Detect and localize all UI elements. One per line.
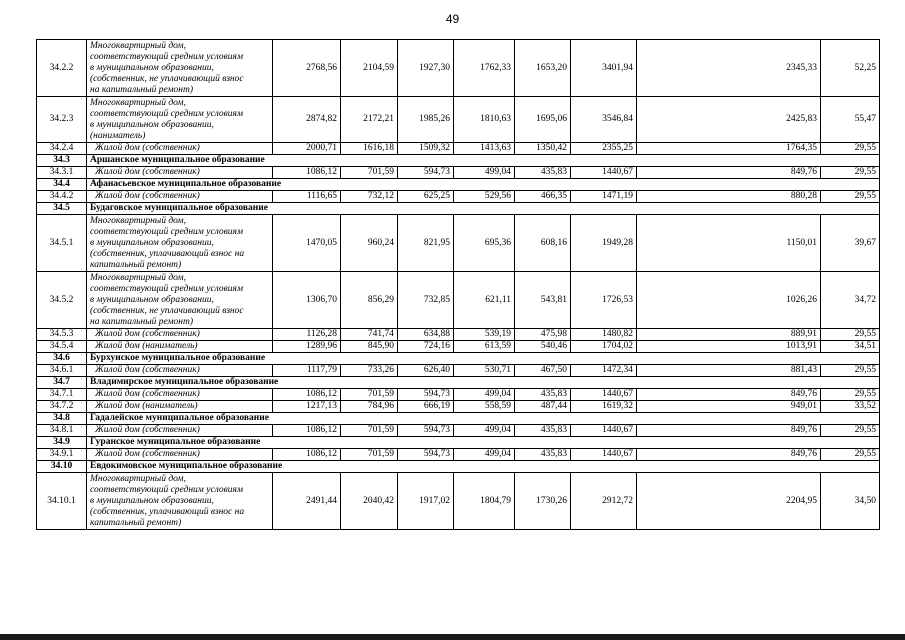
row-code: 34.2.4 xyxy=(37,143,87,155)
description-line: (наниматель) xyxy=(90,130,146,141)
table-row xyxy=(37,449,880,461)
row-description xyxy=(87,389,273,401)
description-line: в муниципальном образовании, xyxy=(90,495,214,506)
description-line: Жилой дом (собственник) xyxy=(95,425,200,435)
value-cell: 55,47 xyxy=(821,97,880,143)
description-line: в муниципальном образовании, xyxy=(90,294,214,305)
section-code: 34.9 xyxy=(37,437,87,449)
row-description xyxy=(87,401,273,413)
table-row xyxy=(37,473,880,530)
row-code: 34.10.1 xyxy=(37,473,87,530)
value-cell: 499,04 xyxy=(454,425,515,437)
row-code: 34.6.1 xyxy=(37,365,87,377)
description-line: соответствующий средним условиям xyxy=(90,51,244,62)
value-cell: 33,52 xyxy=(821,401,880,413)
value-cell: 435,83 xyxy=(515,167,571,179)
value-cell: 1440,67 xyxy=(571,449,637,461)
description-line: Многоквартирный дом, xyxy=(90,272,186,283)
table-row xyxy=(37,389,880,401)
value-cell: 1695,06 xyxy=(515,97,571,143)
table-row xyxy=(37,401,880,413)
row-code: 34.4.2 xyxy=(37,191,87,203)
table-row xyxy=(37,40,880,97)
value-cell: 594,73 xyxy=(398,389,454,401)
row-code: 34.7.1 xyxy=(37,389,87,401)
value-cell: 2040,42 xyxy=(341,473,398,530)
value-cell: 701,59 xyxy=(341,389,398,401)
value-cell: 1509,32 xyxy=(398,143,454,155)
section-title: Владимирское муниципальное образование xyxy=(87,377,880,389)
value-cell: 2491,44 xyxy=(273,473,341,530)
value-cell: 2104,59 xyxy=(341,40,398,97)
value-cell: 666,19 xyxy=(398,401,454,413)
row-description xyxy=(87,40,273,97)
table-row xyxy=(37,97,880,143)
value-cell: 634,88 xyxy=(398,329,454,341)
row-code: 34.2.2 xyxy=(37,40,87,97)
value-cell: 2874,82 xyxy=(273,97,341,143)
description-line: (собственник, уплачивающий взнос на xyxy=(90,248,245,259)
description-line: (собственник, не уплачивающий взнос xyxy=(90,305,244,316)
row-code: 34.7.2 xyxy=(37,401,87,413)
value-cell: 1480,82 xyxy=(571,329,637,341)
value-cell: 1350,42 xyxy=(515,143,571,155)
value-cell: 499,04 xyxy=(454,449,515,461)
row-description xyxy=(87,473,273,530)
value-cell: 1927,30 xyxy=(398,40,454,97)
section-row xyxy=(37,437,880,449)
value-cell: 1440,67 xyxy=(571,425,637,437)
value-cell: 1413,63 xyxy=(454,143,515,155)
page-number: 49 xyxy=(445,12,460,26)
value-cell: 1619,32 xyxy=(571,401,637,413)
value-cell: 1026,26 xyxy=(637,272,821,329)
row-description xyxy=(87,425,273,437)
section-title: Бурхунское муниципальное образование xyxy=(87,353,880,365)
row-code: 34.2.3 xyxy=(37,97,87,143)
description-line: Жилой дом (наниматель) xyxy=(95,341,198,351)
value-cell: 29,55 xyxy=(821,329,880,341)
value-cell: 613,59 xyxy=(454,341,515,353)
description-line: в муниципальном образовании, xyxy=(90,237,214,248)
value-cell: 1217,13 xyxy=(273,401,341,413)
value-cell: 466,35 xyxy=(515,191,571,203)
value-cell: 435,83 xyxy=(515,449,571,461)
value-cell: 724,16 xyxy=(398,341,454,353)
value-cell: 1616,18 xyxy=(341,143,398,155)
value-cell: 29,55 xyxy=(821,449,880,461)
section-row xyxy=(37,377,880,389)
table-row xyxy=(37,329,880,341)
value-cell: 856,29 xyxy=(341,272,398,329)
value-cell: 530,71 xyxy=(454,365,515,377)
table-row xyxy=(37,425,880,437)
section-row xyxy=(37,203,880,215)
value-cell: 732,85 xyxy=(398,272,454,329)
section-row xyxy=(37,353,880,365)
value-cell: 2768,56 xyxy=(273,40,341,97)
value-cell: 701,59 xyxy=(341,449,398,461)
row-code: 34.5.2 xyxy=(37,272,87,329)
row-code: 34.9.1 xyxy=(37,449,87,461)
description-line: Многоквартирный дом, xyxy=(90,215,186,226)
row-code: 34.5.4 xyxy=(37,341,87,353)
value-cell: 435,83 xyxy=(515,389,571,401)
description-line: Жилой дом (собственник) xyxy=(95,449,200,459)
value-cell: 1730,26 xyxy=(515,473,571,530)
value-cell: 701,59 xyxy=(341,167,398,179)
value-cell: 29,55 xyxy=(821,389,880,401)
value-cell: 2355,25 xyxy=(571,143,637,155)
row-description xyxy=(87,143,273,155)
value-cell: 29,55 xyxy=(821,425,880,437)
value-cell: 467,50 xyxy=(515,365,571,377)
section-code: 34.7 xyxy=(37,377,87,389)
value-cell: 849,76 xyxy=(637,425,821,437)
row-code: 34.8.1 xyxy=(37,425,87,437)
table-row xyxy=(37,191,880,203)
row-description xyxy=(87,97,273,143)
value-cell: 39,67 xyxy=(821,215,880,272)
table-body xyxy=(37,40,880,530)
table-row xyxy=(37,215,880,272)
value-cell: 1289,96 xyxy=(273,341,341,353)
value-cell: 499,04 xyxy=(454,167,515,179)
description-line: в муниципальном образовании, xyxy=(90,62,214,73)
value-cell: 29,55 xyxy=(821,365,880,377)
description-line: капитальный ремонт) xyxy=(90,517,182,528)
row-code: 34.5.1 xyxy=(37,215,87,272)
description-line: Жилой дом (собственник) xyxy=(95,191,200,201)
section-code: 34.4 xyxy=(37,179,87,191)
section-title: Гуранское муниципальное образование xyxy=(87,437,880,449)
value-cell: 1764,35 xyxy=(637,143,821,155)
description-line: соответствующий средним условиям xyxy=(90,484,244,495)
value-cell: 960,24 xyxy=(341,215,398,272)
description-line: Жилой дом (собственник) xyxy=(95,143,200,153)
value-cell: 849,76 xyxy=(637,449,821,461)
table-row xyxy=(37,272,880,329)
value-cell: 1117,79 xyxy=(273,365,341,377)
value-cell: 487,44 xyxy=(515,401,571,413)
description-line: (собственник, не уплачивающий взнос xyxy=(90,73,244,84)
description-line: на капитальный ремонт) xyxy=(90,84,194,95)
scan-bottom-edge xyxy=(0,634,905,640)
value-cell: 1116,65 xyxy=(273,191,341,203)
description-line: на капитальный ремонт) xyxy=(90,316,194,327)
value-cell: 845,90 xyxy=(341,341,398,353)
value-cell: 1471,19 xyxy=(571,191,637,203)
description-line: соответствующий средним условиям xyxy=(90,226,244,237)
value-cell: 29,55 xyxy=(821,191,880,203)
section-title: Будаговское муниципальное образование xyxy=(87,203,880,215)
value-cell: 1013,91 xyxy=(637,341,821,353)
description-line: соответствующий средним условиям xyxy=(90,108,244,119)
section-row xyxy=(37,155,880,167)
section-code: 34.5 xyxy=(37,203,87,215)
value-cell: 29,55 xyxy=(821,143,880,155)
value-cell: 1472,34 xyxy=(571,365,637,377)
value-cell: 732,12 xyxy=(341,191,398,203)
value-cell: 821,95 xyxy=(398,215,454,272)
section-title: Аршанское муниципальное образование xyxy=(87,155,880,167)
description-line: Жилой дом (собственник) xyxy=(95,365,200,375)
value-cell: 695,36 xyxy=(454,215,515,272)
value-cell: 2425,83 xyxy=(637,97,821,143)
row-description xyxy=(87,329,273,341)
section-row xyxy=(37,179,880,191)
value-cell: 608,16 xyxy=(515,215,571,272)
value-cell: 540,46 xyxy=(515,341,571,353)
section-title: Евдокимовское муниципальное образование xyxy=(87,461,880,473)
value-cell: 1440,67 xyxy=(571,167,637,179)
row-description xyxy=(87,215,273,272)
value-cell: 741,74 xyxy=(341,329,398,341)
section-code: 34.3 xyxy=(37,155,87,167)
value-cell: 784,96 xyxy=(341,401,398,413)
section-row xyxy=(37,413,880,425)
value-cell: 1086,12 xyxy=(273,389,341,401)
value-cell: 1726,53 xyxy=(571,272,637,329)
description-line: (собственник, уплачивающий взнос на xyxy=(90,506,245,517)
row-description xyxy=(87,449,273,461)
value-cell: 626,40 xyxy=(398,365,454,377)
value-cell: 475,98 xyxy=(515,329,571,341)
description-line: в муниципальном образовании, xyxy=(90,119,214,130)
value-cell: 880,28 xyxy=(637,191,821,203)
value-cell: 733,26 xyxy=(341,365,398,377)
value-cell: 1917,02 xyxy=(398,473,454,530)
value-cell: 2000,71 xyxy=(273,143,341,155)
value-cell: 29,55 xyxy=(821,167,880,179)
value-cell: 1126,28 xyxy=(273,329,341,341)
row-description xyxy=(87,167,273,179)
value-cell: 701,59 xyxy=(341,425,398,437)
section-title: Гадалейское муниципальное образование xyxy=(87,413,880,425)
value-cell: 881,43 xyxy=(637,365,821,377)
value-cell: 2345,33 xyxy=(637,40,821,97)
row-description xyxy=(87,191,273,203)
value-cell: 1086,12 xyxy=(273,425,341,437)
value-cell: 1086,12 xyxy=(273,449,341,461)
value-cell: 558,59 xyxy=(454,401,515,413)
value-cell: 594,73 xyxy=(398,425,454,437)
value-cell: 1150,01 xyxy=(637,215,821,272)
row-code: 34.3.1 xyxy=(37,167,87,179)
section-code: 34.10 xyxy=(37,461,87,473)
description-line: Жилой дом (наниматель) xyxy=(95,401,198,411)
section-code: 34.8 xyxy=(37,413,87,425)
value-cell: 34,72 xyxy=(821,272,880,329)
value-cell: 625,25 xyxy=(398,191,454,203)
description-line: соответствующий средним условиям xyxy=(90,283,244,294)
value-cell: 34,51 xyxy=(821,341,880,353)
value-cell: 2204,95 xyxy=(637,473,821,530)
value-cell: 539,19 xyxy=(454,329,515,341)
value-cell: 435,83 xyxy=(515,425,571,437)
description-line: Жилой дом (собственник) xyxy=(95,329,200,339)
value-cell: 499,04 xyxy=(454,389,515,401)
value-cell: 2172,21 xyxy=(341,97,398,143)
value-cell: 1810,63 xyxy=(454,97,515,143)
value-cell: 1985,26 xyxy=(398,97,454,143)
description-line: Жилой дом (собственник) xyxy=(95,389,200,399)
value-cell: 1086,12 xyxy=(273,167,341,179)
row-description xyxy=(87,365,273,377)
value-cell: 1653,20 xyxy=(515,40,571,97)
value-cell: 2912,72 xyxy=(571,473,637,530)
table-row xyxy=(37,167,880,179)
table-row xyxy=(37,341,880,353)
description-line: Многоквартирный дом, xyxy=(90,473,186,484)
row-description xyxy=(87,272,273,329)
value-cell: 1440,67 xyxy=(571,389,637,401)
value-cell: 1949,28 xyxy=(571,215,637,272)
description-line: Жилой дом (собственник) xyxy=(95,167,200,177)
value-cell: 849,76 xyxy=(637,167,821,179)
value-cell: 543,81 xyxy=(515,272,571,329)
table-row xyxy=(37,365,880,377)
value-cell: 594,73 xyxy=(398,449,454,461)
value-cell: 594,73 xyxy=(398,167,454,179)
value-cell: 1804,79 xyxy=(454,473,515,530)
value-cell: 621,11 xyxy=(454,272,515,329)
value-cell: 529,56 xyxy=(454,191,515,203)
value-cell: 1762,33 xyxy=(454,40,515,97)
tariff-table xyxy=(36,39,880,530)
value-cell: 849,76 xyxy=(637,389,821,401)
value-cell: 34,50 xyxy=(821,473,880,530)
value-cell: 1470,05 xyxy=(273,215,341,272)
value-cell: 52,25 xyxy=(821,40,880,97)
row-code: 34.5.3 xyxy=(37,329,87,341)
description-line: Многоквартирный дом, xyxy=(90,97,186,108)
value-cell: 3546,84 xyxy=(571,97,637,143)
value-cell: 889,91 xyxy=(637,329,821,341)
description-line: капитальный ремонт) xyxy=(90,259,182,270)
value-cell: 1306,70 xyxy=(273,272,341,329)
value-cell: 949,01 xyxy=(637,401,821,413)
row-description xyxy=(87,341,273,353)
value-cell: 3401,94 xyxy=(571,40,637,97)
table-row xyxy=(37,143,880,155)
section-code: 34.6 xyxy=(37,353,87,365)
value-cell: 1704,02 xyxy=(571,341,637,353)
section-row xyxy=(37,461,880,473)
description-line: Многоквартирный дом, xyxy=(90,40,186,51)
section-title: Афанасьевское муниципальное образование xyxy=(87,179,880,191)
